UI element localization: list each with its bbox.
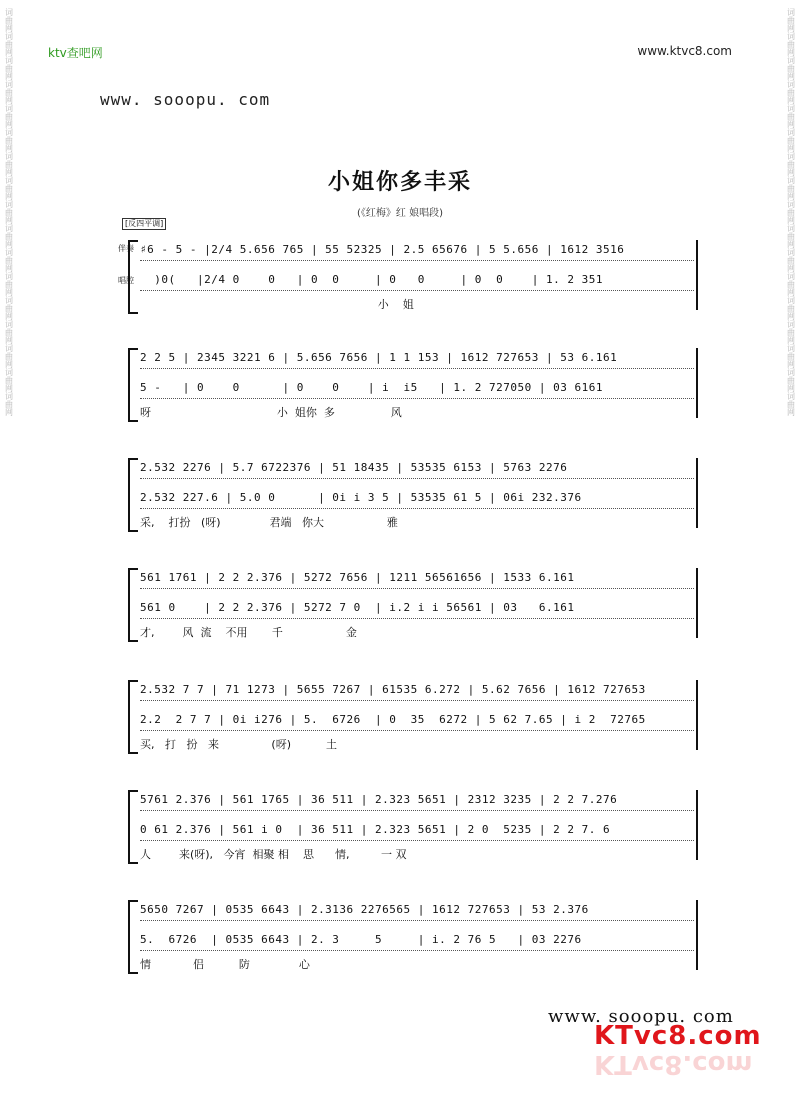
vocal-notation: 2.2 2 7 7 | 0i i276 | 5. 6726 | 0 35 6272 | 5 62 7.65 | i 2 72765 — [140, 710, 694, 731]
side-watermark-text: 词曲网词曲网词曲网词曲网词曲网词曲网词曲网词曲网词曲网词曲网词曲网词曲网词曲网词曲网词曲网词曲网词曲网 — [786, 8, 796, 416]
score-system-1 — [118, 218, 698, 328]
song-title: 小姐你多丰采 — [327, 170, 472, 195]
vocal-notation: 0 61 2.376 | 561 i 0 | 36 511 | 2.323 5651 | 2 0 5235 | 2 2 7. 6 — [140, 820, 694, 841]
watermark-url: www. sooopu. com — [100, 90, 271, 109]
instrument-notation: 5761 2.376 | 561 1765 | 36 511 | 2.323 5651 | 2312 3235 | 2 2 7.276 — [140, 790, 694, 811]
score-system-4 — [118, 546, 698, 656]
system-barline — [696, 348, 698, 418]
footer-url: www. sooopu. com — [548, 1006, 734, 1027]
brand-logo-reflection: KTvc8.com — [594, 1049, 753, 1079]
part-label-instrument: 伴奏 — [118, 244, 134, 253]
side-watermark-text: 词曲网词曲网词曲网词曲网词曲网词曲网词曲网词曲网词曲网词曲网词曲网词曲网词曲网词曲网词曲网词曲网词曲网 — [4, 8, 14, 416]
score-system-7 — [118, 878, 698, 988]
lyrics-line: 买, 打 扮 来 (呀) 土 — [140, 738, 337, 751]
site-link-left[interactable]: ktv查吧网 — [48, 46, 103, 60]
vocal-notation: 5. 6726 | 0535 6643 | 2. 3 5 | i. 2 76 5 | 03 2276 — [140, 930, 694, 951]
system-barline — [696, 680, 698, 750]
system-brace — [128, 240, 138, 314]
brand-logo-text: KTvc8.com — [594, 1021, 762, 1051]
system-brace — [128, 348, 138, 422]
vocal-notation: 561 0 | 2 2 2.376 | 5272 7 0 | i.2 i i 56561 | 03 6.161 — [140, 598, 694, 619]
system-brace — [128, 458, 138, 532]
vocal-notation: )0( |2/4 0 0 | 0 0 | 0 0 | 0 0 | 1. 2 351 — [140, 270, 694, 291]
instrument-notation: 2 2 5 | 2345 3221 6 | 5.656 7656 | 1 1 153 | 1612 727653 | 53 6.161 — [140, 348, 694, 369]
vocal-notation: 2.532 227.6 | 5.0 0 | 0i i 3 5 | 53535 61 5 | 06i 232.376 — [140, 488, 694, 509]
section-label: [反四平调] — [122, 218, 166, 230]
lyrics-line: 才, 风 流 不用 千 金 — [140, 626, 357, 639]
instrument-notation: ♯6 - 5 - |2/4 5.656 765 | 55 52325 | 2.5 65676 | 5 5.656 | 1612 3516 — [140, 240, 694, 261]
instrument-notation: 2.532 2276 | 5.7 6722376 | 51 18435 | 53535 6153 | 5763 2276 — [140, 458, 694, 479]
instrument-notation: 561 1761 | 2 2 2.376 | 5272 7656 | 1211 56561656 | 1533 6.161 — [140, 568, 694, 589]
system-barline — [696, 568, 698, 638]
system-brace — [128, 680, 138, 754]
part-label-vocal: 唱腔 — [118, 276, 134, 285]
score-system-5 — [118, 658, 698, 768]
score-system-6 — [118, 768, 698, 878]
system-brace — [128, 790, 138, 864]
site-link-right[interactable]: www.ktvc8.com — [637, 44, 732, 58]
system-brace — [128, 900, 138, 974]
instrument-notation: 5650 7267 | 0535 6643 | 2.3136 2276565 | 1612 727653 | 53 2.376 — [140, 900, 694, 921]
system-barline — [696, 240, 698, 310]
vocal-notation: 5 - | 0 0 | 0 0 | i i5 | 1. 2 727050 | 03 6161 — [140, 378, 694, 399]
lyrics-line: 小 姐 — [140, 298, 414, 311]
system-barline — [696, 900, 698, 970]
lyrics-line: 人 来(呀), 今宵 相聚 相 思 情, 一 双 — [140, 848, 407, 861]
system-barline — [696, 790, 698, 860]
brand-logo — [594, 1022, 762, 1050]
score-system-2 — [118, 326, 698, 436]
lyrics-line: 呀 小 姐你 多 风 — [140, 406, 402, 419]
system-brace — [128, 568, 138, 642]
lyrics-line: 情 侣 防 心 — [140, 958, 310, 971]
instrument-notation: 2.532 7 7 | 71 1273 | 5655 7267 | 61535 6.272 | 5.62 7656 | 1612 727653 — [140, 680, 694, 701]
song-subtitle: (《红梅》红 娘唱段) — [357, 208, 443, 219]
system-barline — [696, 458, 698, 528]
score-system-3 — [118, 436, 698, 546]
lyrics-line: 采, 打扮 (呀) 君端 你大 雅 — [140, 516, 398, 529]
